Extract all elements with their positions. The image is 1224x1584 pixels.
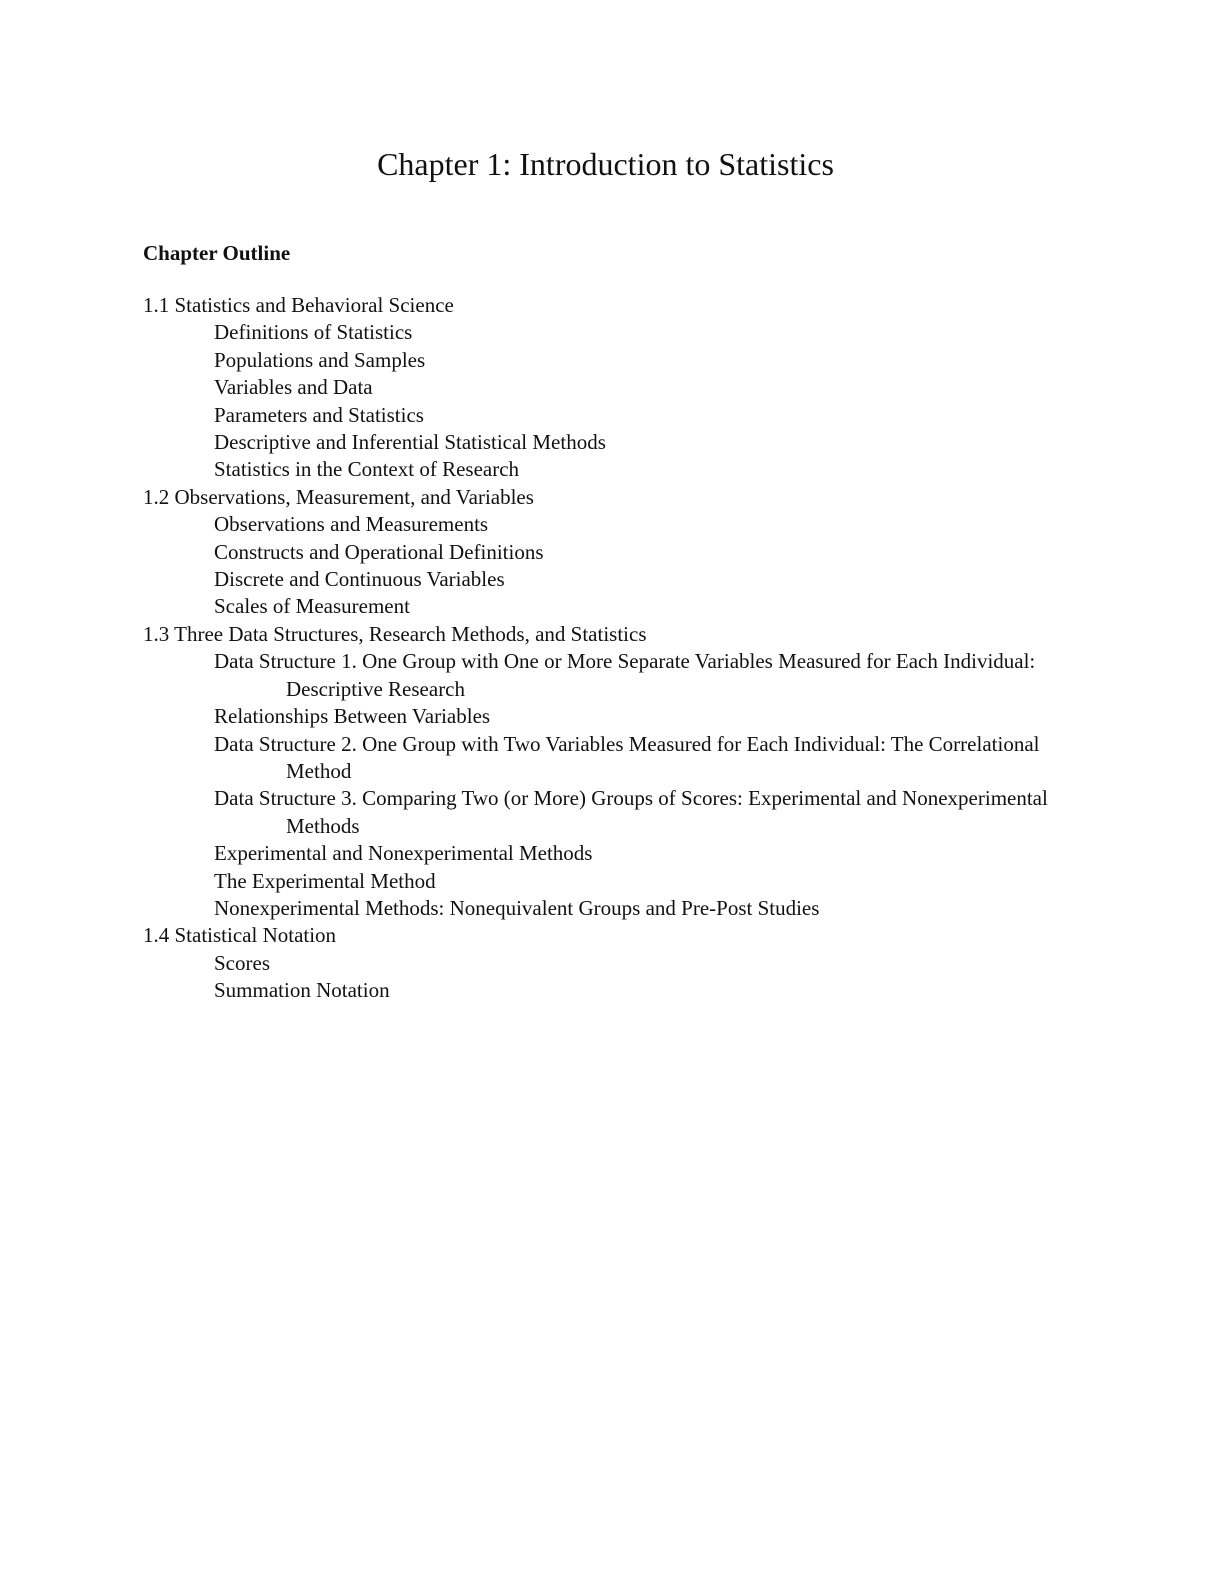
- outline-topic: Scores: [214, 950, 270, 975]
- outline-topic: Data Structure 2. One Group with Two Variables Measured for Each Individual: The Correlational Method: [214, 731, 1040, 783]
- outline-topic: Summation Notation: [214, 978, 390, 1003]
- outline-topic: Scales of Measurement: [214, 594, 410, 619]
- outline-topic: The Experimental Method: [214, 868, 436, 893]
- outline-section-1-1: [143, 292, 1083, 484]
- outline-section-1-2: [143, 484, 1083, 621]
- outline-section-1-3: [143, 621, 1083, 922]
- section-topics: [143, 950, 1083, 1005]
- outline-topic: Definitions of Statistics: [214, 320, 413, 345]
- outline-topic: Discrete and Continuous Variables: [214, 567, 505, 592]
- outline-topic: Experimental and Nonexperimental Methods: [214, 841, 593, 866]
- section-topics: [143, 648, 1083, 922]
- section-label: 1.2 Observations, Measurement, and Variables: [143, 484, 534, 509]
- outline-topic: Variables and Data: [214, 375, 373, 400]
- chapter-outline: [143, 292, 1083, 1005]
- outline-topic: Data Structure 1. One Group with One or More Separate Variables Measured for Each Individual: Descriptive Research: [214, 649, 1036, 701]
- section-topics: [143, 319, 1083, 483]
- section-topics: [143, 511, 1083, 621]
- page-title: Chapter 1: Introduction to Statistics: [377, 146, 834, 182]
- outline-topic: Populations and Samples: [214, 347, 426, 372]
- outline-topic: Parameters and Statistics: [214, 402, 424, 427]
- outline-topic: Observations and Measurements: [214, 512, 489, 537]
- outline-topic: Statistics in the Context of Research: [214, 457, 520, 482]
- outline-topic: Relationships Between Variables: [214, 704, 491, 729]
- outline-topic: Constructs and Operational Definitions: [214, 539, 544, 564]
- section-label: 1.3 Three Data Structures, Research Methods, and Statistics: [143, 621, 647, 646]
- outline-section-1-4: [143, 922, 1083, 1004]
- section-label: 1.1 Statistics and Behavioral Science: [143, 293, 454, 317]
- outline-topic: Descriptive and Inferential Statistical Methods: [214, 430, 606, 455]
- section-label: 1.4 Statistical Notation: [143, 923, 337, 948]
- outline-heading: Chapter Outline: [143, 241, 291, 265]
- outline-topic: Nonexperimental Methods: Nonequivalent Groups and Pre-Post Studies: [214, 895, 820, 920]
- outline-topic: Data Structure 3. Comparing Two (or More) Groups of Scores: Experimental and Nonexperimental Methods: [214, 786, 1048, 838]
